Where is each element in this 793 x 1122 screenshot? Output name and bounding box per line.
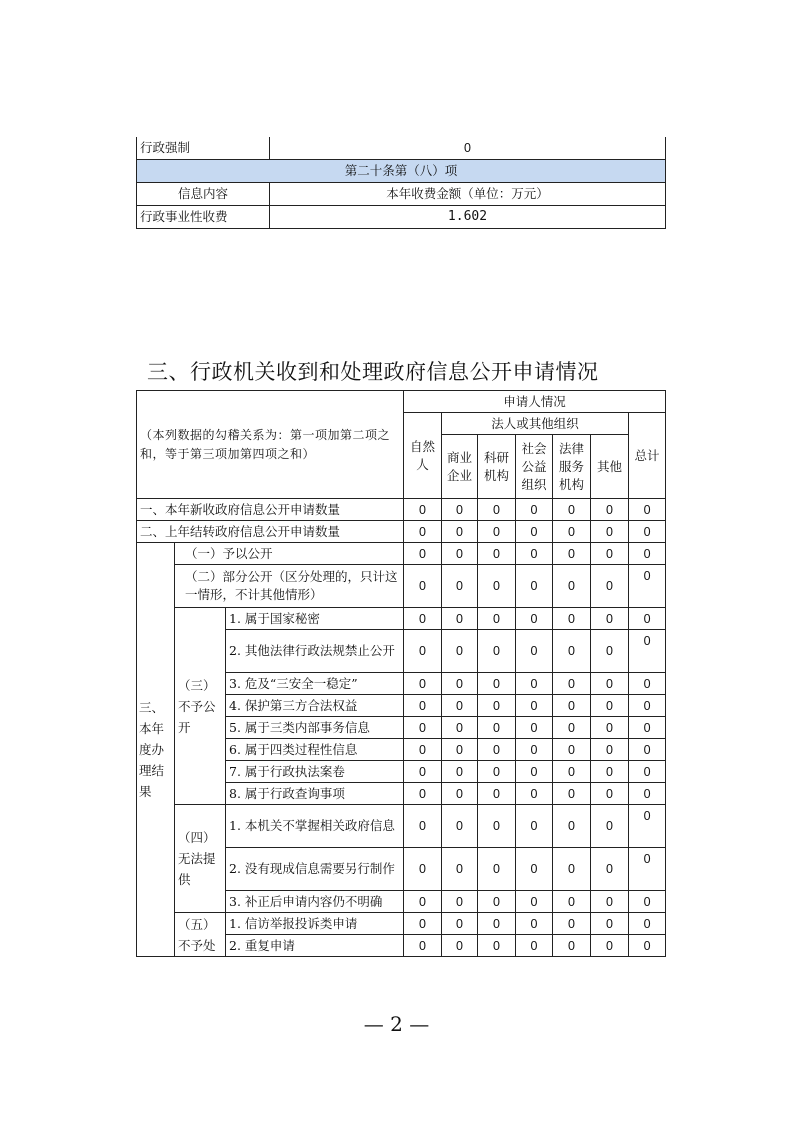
section-band: 第二十条第（八）项 — [137, 160, 666, 183]
cell-value: 0 — [442, 521, 478, 543]
cell-value: 0 — [553, 761, 591, 783]
cell-value: 0 — [553, 739, 591, 761]
cell-value: 0 — [516, 761, 553, 783]
cell-total: 0 — [629, 805, 666, 848]
cell-value: 0 — [591, 891, 629, 913]
cell-value: 0 — [404, 695, 442, 717]
cell-value: 0 — [404, 848, 442, 891]
cell-value: 0 — [478, 783, 516, 805]
table-row — [137, 608, 666, 630]
cell-value: 0 — [591, 543, 629, 565]
header-legal-service: 法律服务机构 — [553, 435, 591, 499]
row-label: 3. 补正后申请内容仍不明确 — [226, 891, 404, 913]
page-number: — 2 — — [363, 1012, 430, 1036]
cell-total: 0 — [629, 521, 666, 543]
table-row — [137, 543, 666, 565]
header-social: 社会公益组织 — [516, 435, 553, 499]
cell-value: 0 — [516, 695, 553, 717]
subgroup-label-unable-to-provide: （四）无法提供 — [175, 805, 226, 913]
cell-value: 0 — [591, 521, 629, 543]
cell-value: 0 — [516, 521, 553, 543]
row-label: 行政强制 — [137, 137, 270, 160]
table-row — [137, 805, 666, 848]
table-row — [137, 499, 666, 521]
cell-total: 0 — [629, 543, 666, 565]
cell-value: 0 — [478, 913, 516, 935]
table-row — [137, 565, 666, 608]
cell-value: 0 — [442, 913, 478, 935]
cell-value: 0 — [516, 630, 553, 673]
cell-value: 0 — [591, 695, 629, 717]
cell-total: 0 — [629, 695, 666, 717]
cell-value: 0 — [442, 935, 478, 957]
cell-value: 0 — [591, 935, 629, 957]
cell-value: 0 — [442, 717, 478, 739]
table-row — [137, 137, 666, 160]
cell-value: 0 — [478, 805, 516, 848]
cell-total: 0 — [629, 783, 666, 805]
section-title: 三、行政机关收到和处理政府信息公开申请情况 — [147, 360, 599, 384]
row-label: 3. 危及“三安全一稳定” — [226, 673, 404, 695]
header-natural-person: 自然人 — [404, 413, 442, 499]
cell-value: 0 — [442, 695, 478, 717]
cell-value: 0 — [553, 805, 591, 848]
cell-value: 0 — [404, 935, 442, 957]
section-band-row — [137, 160, 666, 183]
cell-total: 0 — [629, 761, 666, 783]
cell-value: 0 — [442, 783, 478, 805]
cell-value: 0 — [553, 695, 591, 717]
cell-value: 0 — [516, 913, 553, 935]
cell-value: 0 — [516, 565, 553, 608]
row-label: 8. 属于行政查询事项 — [226, 783, 404, 805]
header-info-content: 信息内容 — [137, 183, 270, 206]
cell-value: 0 — [591, 717, 629, 739]
relation-note: （本列数据的勾稽关系为：第一项加第二项之和，等于第三项加第四项之和） — [137, 391, 404, 499]
header-other: 其他 — [591, 435, 629, 499]
cell-value: 0 — [442, 761, 478, 783]
cell-value: 0 — [404, 761, 442, 783]
cell-value: 0 — [591, 783, 629, 805]
cell-value: 0 — [442, 565, 478, 608]
cell-value: 0 — [478, 935, 516, 957]
cell-total: 0 — [629, 848, 666, 891]
cell-value: 0 — [516, 739, 553, 761]
cell-value: 0 — [591, 805, 629, 848]
cell-value: 0 — [442, 543, 478, 565]
cell-total: 0 — [629, 673, 666, 695]
row-label: 2. 没有现成信息需要另行制作 — [226, 848, 404, 891]
cell-value: 0 — [516, 805, 553, 848]
cell-value: 0 — [478, 521, 516, 543]
cell-value: 0 — [553, 935, 591, 957]
cell-value: 0 — [404, 673, 442, 695]
row-label: 5. 属于三类内部事务信息 — [226, 717, 404, 739]
cell-value: 0 — [553, 891, 591, 913]
cell-value: 0 — [442, 608, 478, 630]
cell-value: 0 — [478, 739, 516, 761]
cell-value: 0 — [442, 499, 478, 521]
cell-value: 0 — [553, 717, 591, 739]
table-header-row — [137, 183, 666, 206]
cell-value: 0 — [478, 891, 516, 913]
header-total: 总计 — [629, 413, 666, 499]
cell-value: 0 — [404, 717, 442, 739]
cell-value: 0 — [478, 499, 516, 521]
cell-value: 0 — [478, 608, 516, 630]
cell-value: 0 — [591, 608, 629, 630]
cell-value: 0 — [404, 805, 442, 848]
row-value: 1.602 — [270, 206, 666, 229]
cell-value: 0 — [478, 717, 516, 739]
row-label: 7. 属于行政执法案卷 — [226, 761, 404, 783]
cell-value: 0 — [516, 848, 553, 891]
cell-value: 0 — [442, 630, 478, 673]
cell-value: 0 — [442, 891, 478, 913]
cell-total: 0 — [629, 608, 666, 630]
cell-value: 0 — [442, 805, 478, 848]
cell-value: 0 — [553, 543, 591, 565]
cell-value: 0 — [404, 630, 442, 673]
cell-value: 0 — [478, 630, 516, 673]
row-label: 1. 信访举报投诉类申请 — [226, 913, 404, 935]
cell-value: 0 — [404, 913, 442, 935]
header-research: 科研机构 — [478, 435, 516, 499]
cell-value: 0 — [591, 499, 629, 521]
cell-total: 0 — [629, 913, 666, 935]
cell-total: 0 — [629, 499, 666, 521]
cell-value: 0 — [478, 848, 516, 891]
cell-value: 0 — [591, 761, 629, 783]
cell-value: 0 — [553, 608, 591, 630]
cell-value: 0 — [553, 673, 591, 695]
cell-value: 0 — [478, 761, 516, 783]
row-label: （一）予以公开 — [175, 543, 404, 565]
cell-value: 0 — [442, 673, 478, 695]
cell-value: 0 — [516, 499, 553, 521]
header-commercial: 商业企业 — [442, 435, 478, 499]
row-label: （二）部分公开（区分处理的，只计这一情形，不计其他情形） — [175, 565, 404, 608]
cell-total: 0 — [629, 935, 666, 957]
cell-value: 0 — [404, 521, 442, 543]
cell-value: 0 — [553, 783, 591, 805]
cell-value: 0 — [591, 739, 629, 761]
cell-value: 0 — [478, 673, 516, 695]
row-value: 0 — [270, 137, 666, 160]
fees-table — [136, 137, 666, 229]
subgroup-label-not-disclosed: （三）不予公开 — [175, 608, 226, 805]
cell-value: 0 — [591, 673, 629, 695]
cell-value: 0 — [404, 543, 442, 565]
cell-value: 0 — [516, 543, 553, 565]
cell-value: 0 — [404, 608, 442, 630]
cell-value: 0 — [478, 565, 516, 608]
row-label: 1. 本机关不掌握相关政府信息 — [226, 805, 404, 848]
cell-total: 0 — [629, 717, 666, 739]
cell-value: 0 — [591, 630, 629, 673]
cell-value: 0 — [553, 499, 591, 521]
header-legal-group: 法人或其他组织 — [442, 413, 629, 435]
cell-value: 0 — [404, 739, 442, 761]
table-row — [137, 206, 666, 229]
table-row — [137, 521, 666, 543]
cell-value: 0 — [516, 935, 553, 957]
cell-value: 0 — [553, 848, 591, 891]
cell-value: 0 — [591, 565, 629, 608]
row-label: 4. 保护第三方合法权益 — [226, 695, 404, 717]
group-label-results: 三、本年度办理结果 — [137, 543, 175, 957]
row-label: 6. 属于四类过程性信息 — [226, 739, 404, 761]
cell-value: 0 — [553, 913, 591, 935]
cell-value: 0 — [516, 673, 553, 695]
application-stats-table — [136, 390, 666, 957]
cell-value: 0 — [553, 521, 591, 543]
cell-value: 0 — [516, 783, 553, 805]
row-label: 一、本年新收政府信息公开申请数量 — [137, 499, 404, 521]
cell-value: 0 — [404, 891, 442, 913]
row-label: 2. 重复申请 — [226, 935, 404, 957]
row-label: 二、上年结转政府信息公开申请数量 — [137, 521, 404, 543]
cell-value: 0 — [404, 499, 442, 521]
cell-total: 0 — [629, 565, 666, 608]
cell-total: 0 — [629, 630, 666, 673]
cell-value: 0 — [478, 543, 516, 565]
cell-value: 0 — [404, 565, 442, 608]
cell-value: 0 — [516, 608, 553, 630]
header-applicant: 申请人情况 — [404, 391, 666, 413]
row-label: 行政事业性收费 — [137, 206, 270, 229]
cell-value: 0 — [442, 739, 478, 761]
cell-value: 0 — [516, 717, 553, 739]
cell-value: 0 — [516, 891, 553, 913]
table-row — [137, 913, 666, 935]
cell-value: 0 — [404, 783, 442, 805]
header-fee-amount: 本年收费金额（单位：万元） — [270, 183, 666, 206]
cell-total: 0 — [629, 739, 666, 761]
cell-value: 0 — [553, 565, 591, 608]
cell-value: 0 — [591, 913, 629, 935]
header-row-1 — [137, 391, 666, 413]
cell-value: 0 — [591, 848, 629, 891]
cell-total: 0 — [629, 891, 666, 913]
row-label: 2. 其他法律行政法规禁止公开 — [226, 630, 404, 673]
cell-value: 0 — [442, 848, 478, 891]
row-label: 1. 属于国家秘密 — [226, 608, 404, 630]
cell-value: 0 — [553, 630, 591, 673]
cell-value: 0 — [478, 695, 516, 717]
subgroup-label-not-processed: （五）不予处 — [175, 913, 226, 957]
